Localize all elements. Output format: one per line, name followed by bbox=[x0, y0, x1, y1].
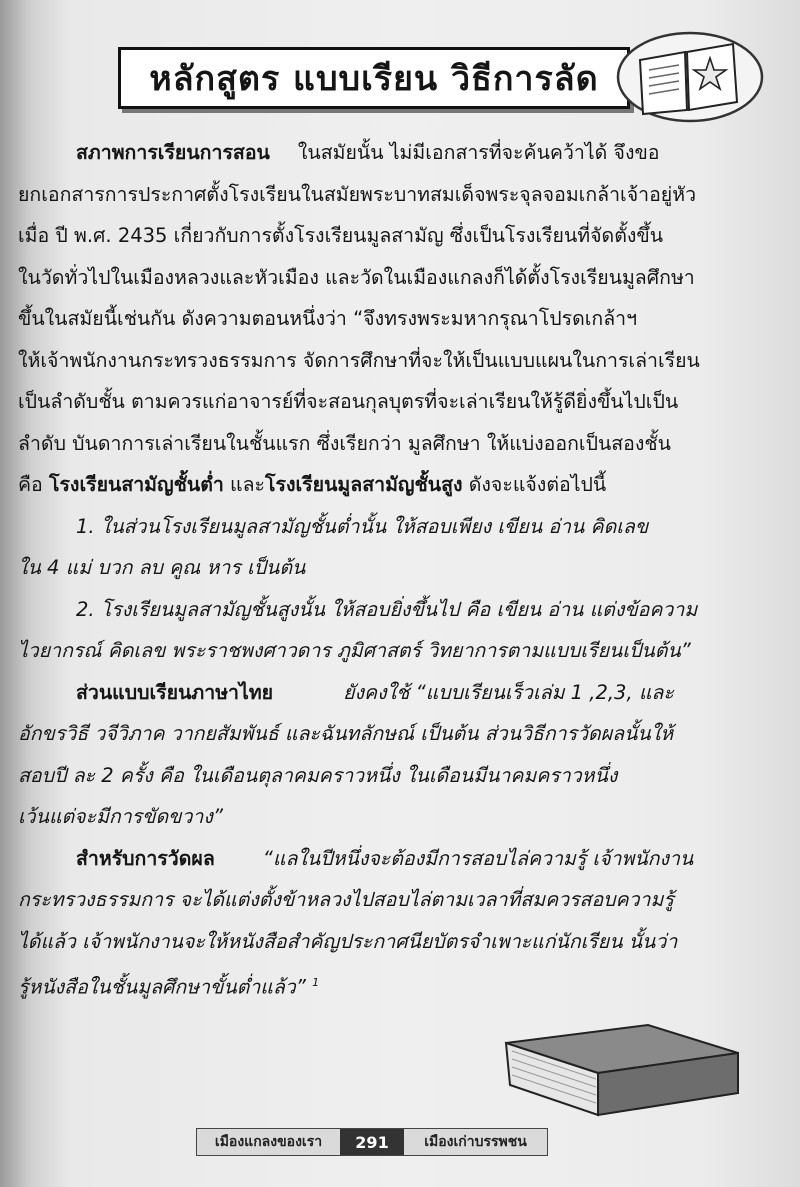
text-line: สำหรับการวัดผล “แลในปีหนึ่งจะต้องมีการสอบไล่ความรู้ เจ้าพนักงาน bbox=[76, 846, 694, 870]
text-line: เมื่อ ปี พ.ศ. 2435 เกี่ยวกับการตั้งโรงเรียนมูลสามัญ ซึ่งเป็นโรงเรียนที่จัดตั้งขึ้น bbox=[18, 224, 664, 247]
section-heading: สำหรับการวัดผล bbox=[76, 846, 215, 870]
text-line: ส่วนแบบเรียนภาษาไทย ยังคงใช้ “แบบเรียนเร็วเล่ม 1 ,2,3, และ bbox=[76, 680, 674, 704]
text-line: เป็นลำดับชั้น ตามควรแก่อาจารย์ที่จะสอนกุลบุตรที่จะเล่าเรียนให้รู้ดียิ่งขึ้นไปเป็น bbox=[18, 390, 679, 413]
text-line: คือ โรงเรียนสามัญชั้นต่ำ และโรงเรียนมูลสามัญชั้นสูง ดังจะแจ้งต่อไปนี้ bbox=[18, 473, 607, 496]
footnote-marker: 1 bbox=[312, 976, 320, 989]
text-line: ให้เจ้าพนักงานกระทรวงธรรมการ จัดการศึกษาที่จะให้เป็นแบบแผนในการเล่าเรียน bbox=[18, 348, 700, 372]
body-text bbox=[18, 132, 778, 1004]
text-line: ยกเอกสารการประกาศตั้งโรงเรียนในสมัยพระบาทสมเด็จพระจุลจอมเกล้าเจ้าอยู่หัว bbox=[18, 182, 697, 206]
school-type-lower: โรงเรียนสามัญชั้นต่ำ bbox=[48, 473, 224, 496]
text-line: ขึ้นในสมัยนี้เช่นกัน ดังความตอนหนึ่งว่า “จึงทรงพระมหากรุณาโปรดเกล้าฯ bbox=[18, 307, 638, 330]
text-line: ใน 4 แม่ บวก ลบ คูณ หาร เป็นต้น bbox=[18, 556, 306, 579]
page-number: 291 bbox=[340, 1129, 404, 1155]
text-line: ในวัดทั่วไปในเมืองหลวงและหัวเมือง และวัดในเมืองแกลงก็ได้ตั้งโรงเรียนมูลศึกษา bbox=[18, 265, 695, 289]
text-line: กระทรวงธรรมการ จะได้แต่งตั้งข้าหลวงไปสอบไล่ตามเวลาที่สมควรสอบความรู้ bbox=[18, 888, 674, 911]
footer-subtitle: เมืองเก่าบรรพชน bbox=[424, 1134, 527, 1150]
text-line: อักขรวิธี วจีวิภาค วากยสัมพันธ์ และฉันทลักษณ์ เป็นต้น ส่วนวิธีการวัดผลนั้นให้ bbox=[18, 722, 674, 745]
section-heading: ส่วนแบบเรียนภาษาไทย bbox=[76, 680, 274, 704]
list-item: 1. ในส่วนโรงเรียนมูลสามัญชั้นต่ำนั้น ให้สอบเพียง เขียน อ่าน คิดเลข bbox=[76, 514, 649, 538]
text-line: เว้นแต่จะมีการขัดขวาง” bbox=[18, 805, 224, 828]
open-book-icon bbox=[605, 22, 765, 132]
page-footer bbox=[196, 1128, 548, 1156]
chapter-title: หลักสูตร แบบเรียน วิธีการลัด bbox=[149, 59, 599, 99]
closed-book-icon bbox=[488, 1015, 748, 1120]
text-line: สภาพการเรียนการสอน ในสมัยนั้น ไม่มีเอกสารที่จะค้นคว้าได้ จึงขอ bbox=[76, 141, 660, 164]
chapter-title-box bbox=[118, 47, 630, 109]
list-item: 2. โรงเรียนมูลสามัญชั้นสูงนั้น ให้สอบยิ่งขึ้นไป คือ เขียน อ่าน แต่งข้อความ bbox=[76, 597, 698, 621]
text-line: ลำดับ บันดาการเล่าเรียนในชั้นแรก ซึ่งเรียกว่า มูลศึกษา ให้แบ่งออกเป็นสองชั้น bbox=[18, 431, 671, 455]
school-type-upper: โรงเรียนมูลสามัญชั้นสูง bbox=[265, 473, 463, 496]
text-line: ไวยากรณ์ คิดเลข พระราชพงศาวดาร ภูมิศาสตร์ วิทยาการตามแบบเรียนเป็นต้น” bbox=[18, 639, 691, 662]
text-line: ได้แล้ว เจ้าพนักงานจะให้หนังสือสำคัญประกาศนียบัตรจำเพาะแก่นักเรียน นั้นว่า bbox=[18, 929, 678, 953]
text-line: สอบปี ละ 2 ครั้ง คือ ในเดือนตุลาคมคราวหนึ่ง ในเดือนมีนาคมคราวหนึ่ง bbox=[18, 763, 618, 787]
section-heading: สภาพการเรียนการสอน bbox=[76, 141, 270, 164]
footer-book-title: เมืองแกลงของเรา bbox=[214, 1134, 323, 1150]
text-line: รู้หนังสือในชั้นมูลศึกษาขั้นต่ำแล้ว” $^1$ bbox=[18, 975, 320, 999]
